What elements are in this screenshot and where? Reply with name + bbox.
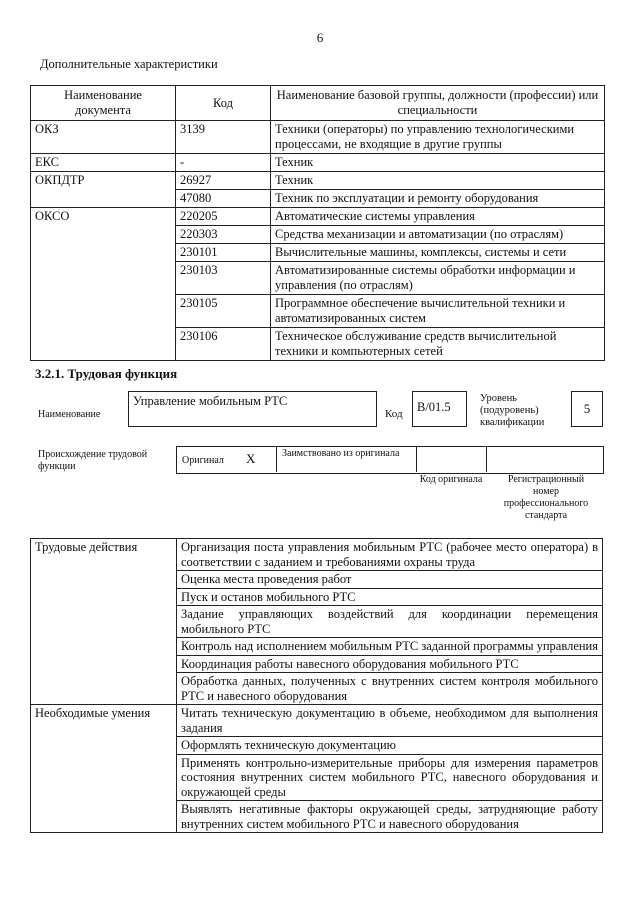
original-mark: X [246,451,256,466]
function-name-box [128,391,377,427]
code-cell: 220205 [176,208,271,226]
code-cell: 3139 [176,121,271,154]
name-label: Наименование [38,409,101,420]
specialty-name-cell: Техник [271,172,605,190]
function-code-value: B/01.5 [417,400,451,414]
origin-label: Происхождение трудовой функции [38,449,148,472]
labor-function-table [30,538,603,833]
specialty-name-cell: Программное обеспечение вычислительной техники и автоматизированных систем [271,295,605,328]
labor-actions-item: Задание управляющих воздействий для координации перемещения мобильного РТС [177,606,603,638]
table-row [31,121,605,154]
labor-actions-item: Организация поста управления мобильным РТС (рабочее место оператора) в соответствии с заданием и требованиями охраны труда [177,539,603,571]
labor-actions-item: Обработка данных, полученных с внутренних систем контроля мобильного РТС и навесного оборудования [177,673,603,705]
table-row [31,154,605,172]
function-code-box [412,391,467,427]
extra-characteristics-caption: Дополнительные характеристики [40,57,218,71]
code-cell: 230101 [176,244,271,262]
specialty-name-cell: Автоматические системы управления [271,208,605,226]
document-cell: ОКПДТР [31,172,176,208]
required-skills-item: Выявлять негативные факторы окружающей среды, затрудняющие работу внутренних систем мобильного РТС и навесного оборудования [177,801,603,833]
specialty-name-cell: Техник [271,154,605,172]
header-name: Наименование базовой группы, должности (профессии) или специальности [271,86,605,121]
labor-actions-label: Трудовые действия [31,539,177,705]
header-code: Код [176,86,271,121]
required-skills-item: Читать техническую документацию в объеме, необходимом для выполнения задания [177,705,603,737]
extra-table-body [31,121,605,361]
code-label: Код [385,408,403,420]
labor-actions-item: Координация работы навесного оборудования мобильного РТС [177,655,603,673]
level-box [571,391,603,427]
required-skills-item: Применять контрольно-измерительные приборы для измерения параметров состояния внутренних систем мобильного РТС, навесного оборудования и окружающей среды [177,754,603,801]
code-cell: 230106 [176,328,271,361]
table-row [31,172,605,190]
section-title: 3.2.1. Трудовая функция [35,366,178,381]
page-number: 6 [316,30,324,45]
specialty-name-cell: Средства механизации и автоматизации (по отраслям) [271,226,605,244]
required-skills-label: Необходимые умения [31,705,177,833]
level-label: Уровень (подуровень) квалификации [480,393,545,428]
code-cell: - [176,154,271,172]
original-label: Оригинал [182,455,224,466]
labor-actions-item: Контроль над исполнением мобильным РТС заданной программы управления [177,638,603,656]
code-cell: 26927 [176,172,271,190]
document-cell: ЕКС [31,154,176,172]
specialty-name-cell: Техническое обслуживание средств вычислительной техники и компьютерных сетей [271,328,605,361]
borrowed-label: Заимствовано из оригинала [282,448,400,459]
table-row [31,208,605,226]
level-value: 5 [583,401,591,416]
code-cell: 230105 [176,295,271,328]
specialty-name-cell: Автоматизированные системы обработки информации и управления (по отраслям) [271,262,605,295]
table-row [31,705,603,737]
extra-characteristics-table [30,85,605,361]
specialty-name-cell: Вычислительные машины, комплексы, системы и сети [271,244,605,262]
labor-actions-item: Пуск и останов мобильного РТС [177,588,603,606]
code-cell: 47080 [176,190,271,208]
document-cell: ОКСО [31,208,176,361]
registration-number-caption: Регистрационный номер профессионального стандарта [503,474,589,521]
specialty-name-cell: Техники (операторы) по управлению технологическими процессами, не входящие в другие группы [271,121,605,154]
required-skills-item: Оформлять техническую документацию [177,737,603,755]
labor-actions-item: Оценка места проведения работ [177,571,603,589]
specialty-name-cell: Техник по эксплуатации и ремонту оборудования [271,190,605,208]
code-cell: 230103 [176,262,271,295]
document-cell: ОКЗ [31,121,176,154]
table-header-row [31,86,605,121]
labor-function-body [31,539,603,833]
code-cell: 220303 [176,226,271,244]
table-row [31,539,603,571]
code-original-caption: Код оригинала [419,474,483,485]
function-name-value: Управление мобильным РТС [133,394,288,408]
header-document: Наименование документа [31,86,176,121]
